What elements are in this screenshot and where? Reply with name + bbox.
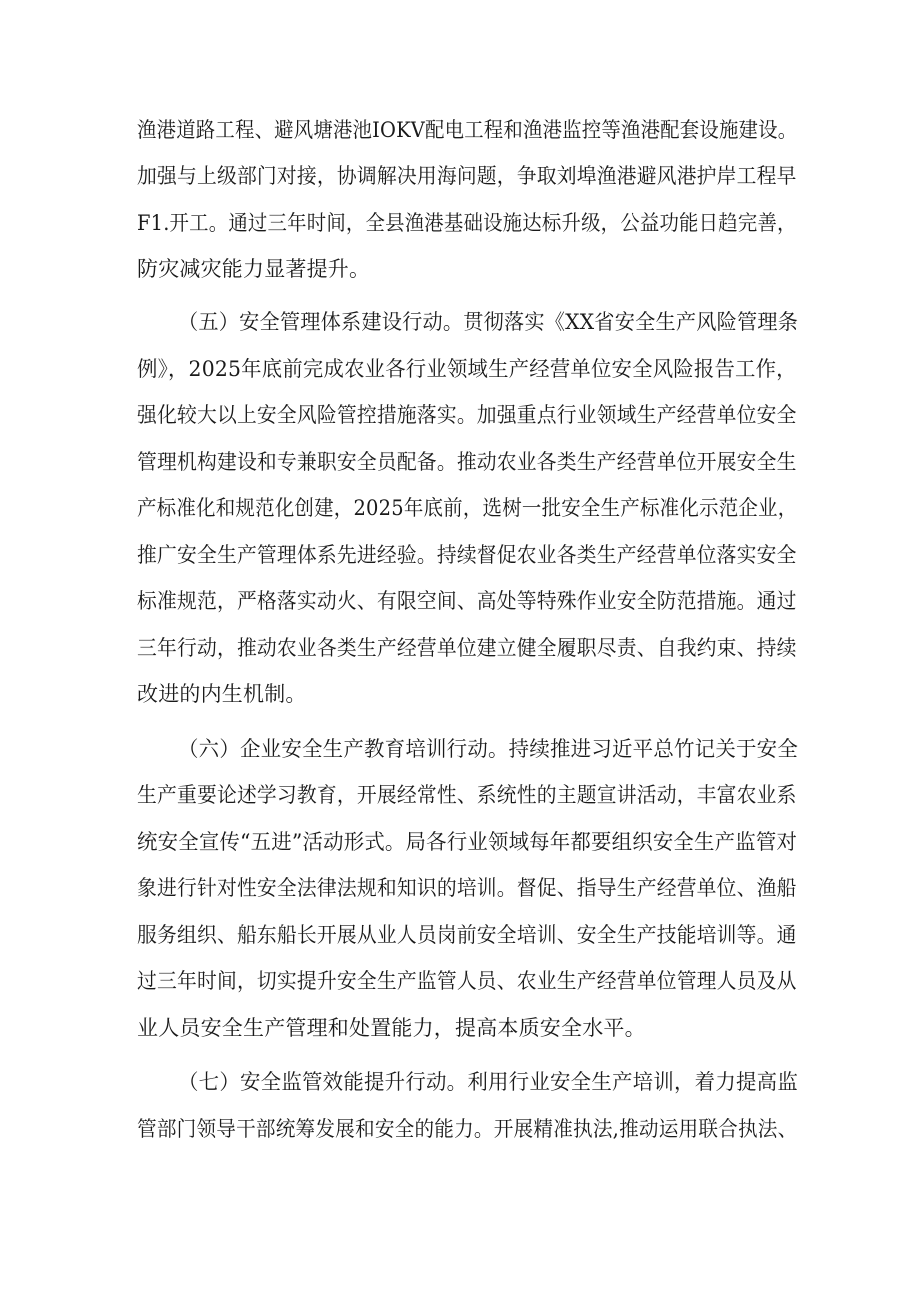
text-line-2: 加强与上级部门对接，协调解决用海问题，争取刘埠渔港避风港护岸工程早 xyxy=(137,164,797,188)
text-line-4: 防灾减灾能力显著提升。 xyxy=(137,257,371,281)
text-line-16: 统安全宣传“五进”活动形式。局各行业领域每年都要组织安全生产监管对 xyxy=(137,830,798,854)
text-line-12: 三年行动，推动农业各类生产经营单位建立健全履职尽责、自我约束、持续 xyxy=(137,636,797,660)
text-line-15: 生产重要论述学习教育，开展经常性、系统性的主题宣讲活动，丰富农业系 xyxy=(137,783,797,807)
text-line-7: 强化较大以上安全风险管控措施落实。加强重点行业领域生产经营单位安全 xyxy=(137,403,797,427)
section-6-heading-line: （六）企业安全生产教育培训行动。持续推进习近平总竹记关于安全 xyxy=(178,737,798,761)
section-5-heading-line: （五）安全管理体系建设行动。贯彻落实《XX省安全生产风险管理条 xyxy=(178,310,799,334)
text-line-3: F1.开工。通过三年时间，全县渔港基础设施达标升级，公益功能日趋完善， xyxy=(137,211,797,235)
section-7-heading-line: （七）安全监管效能提升行动。利用行业安全生产培训，着力提高监 xyxy=(178,1070,798,1094)
text-line-17: 象进行针对性安全法律法规和知识的培训。督促、指导生产经营单位、渔船 xyxy=(137,876,797,900)
text-line-11: 标准规范，严格落实动火、有限空间、高处等特殊作业安全防范措施。通过 xyxy=(137,589,797,613)
text-line-18: 服务组织、船东船长开展从业人员岗前安全培训、安全生产技能培训等。通 xyxy=(137,923,797,947)
text-line-1: 渔港道路工程、避风塘港池IOKV配电工程和渔港监控等渔港配套设施建设。 xyxy=(137,118,798,142)
text-line-13: 改进的内生机制。 xyxy=(137,682,307,706)
text-line-8: 管理机构建设和专兼职安全员配备。推动农业各类生产经营单位开展安全生 xyxy=(137,450,797,474)
text-line-19: 过三年时间，切实提升安全生产监管人员、农业生产经营单位管理人员及从 xyxy=(137,969,797,993)
text-line-22: 管部门领导干部统筹发展和安全的能力。开展精准执法,推动运用联合执法、 xyxy=(137,1117,798,1141)
text-line-20: 业人员安全生产管理和处置能力，提高本质安全水平。 xyxy=(137,1016,646,1040)
text-line-6: 例》，2025年底前完成农业各行业领域生产经营单位安全风险报告工作， xyxy=(137,357,797,381)
text-line-9: 产标准化和规范化创建，2025年底前，选树一批安全生产标准化示范企业， xyxy=(137,496,798,520)
text-line-10: 推广安全生产管理体系先进经验。持续督促农业各类生产经营单位落实安全 xyxy=(137,543,797,567)
